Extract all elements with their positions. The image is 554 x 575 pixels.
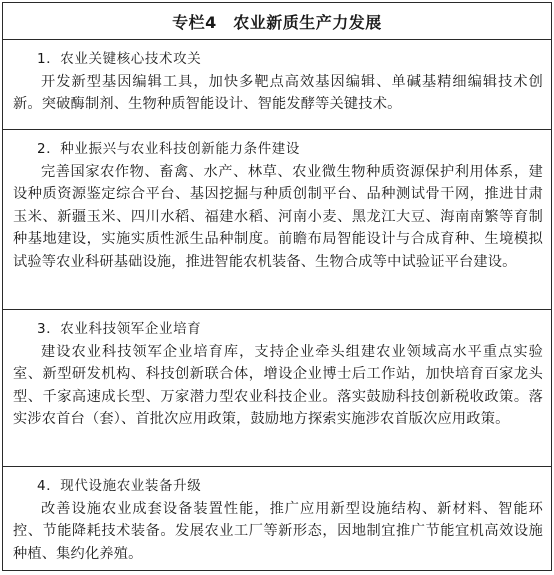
- section-body: 完善国家农作物、畜禽、水产、林草、农业微生物种质资源保护利用体系，建设种质资源鉴定综合平台、基因挖掘与种质创制平台、品种测试骨干网，推进甘肃玉米、新疆玉米、四川水稻、福建水稻、河南小麦、黑龙江大豆、海南南繁等育制种基地建设，实施实质性派生品种制度。前瞻布局智能设计与合成育种、生境模拟试验等农业科研基础设施，推进智能农机装备、生物合成等中试验证平台建设。: [13, 164, 543, 270]
- section-3: [3, 310, 551, 467]
- section-heading: 1．农业关键核心技术攻关: [37, 51, 202, 67]
- column-box: [2, 2, 552, 571]
- section-body: 改善设施农业成套设备装置性能，推广应用新型设施结构、新材料、智能环控、节能降耗技术装备。发展农业工厂等新形态，因地制宜推广节能宜机高效设施种植、集约化养殖。: [13, 501, 543, 562]
- column-title: 专栏4 农业新质生产力发展: [3, 3, 551, 40]
- section-1: [3, 40, 551, 130]
- section-body: 建设农业科技领军企业培育库，支持企业牵头组建农业领域高水平重点实验室、新型研发机构、科技创新联合体，增设企业博士后工作站，加快培育百家龙头型、千家高速成长型、万家潜力型农业科技企业。落实鼓励科技创新税收政策。落实涉农首台（套）、首批次应用政策，鼓励地方探索实施涉农首版次应用政策。: [13, 344, 543, 428]
- section-heading: 3．农业科技领军企业培育: [37, 321, 202, 337]
- section-heading: 4．现代设施农业装备升级: [37, 478, 202, 494]
- section-heading: 2．种业振兴与农业科技创新能力条件建设: [37, 141, 300, 157]
- section-4: [3, 467, 551, 571]
- section-body: 开发新型基因编辑工具，加快多靶点高效基因编辑、单碱基精细编辑技术创新。突破酶制剂、生物种质智能设计、智能发酵等关键技术。: [13, 74, 543, 113]
- section-2: [3, 130, 551, 310]
